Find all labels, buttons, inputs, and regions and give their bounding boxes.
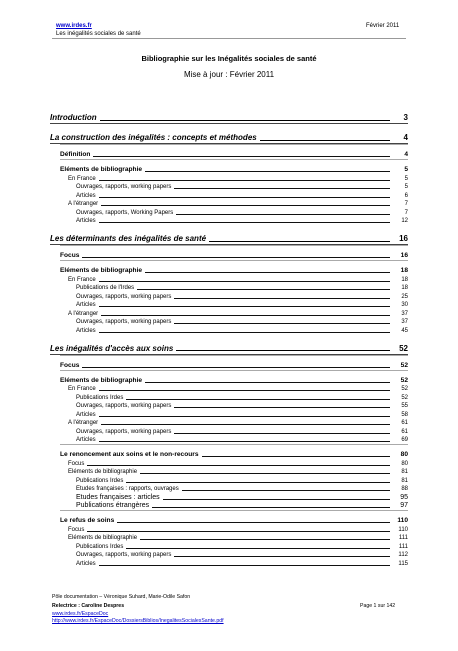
toc-entry[interactable] <box>50 542 408 551</box>
toc-entry-label: A l'étranger <box>68 420 99 426</box>
entry-divider <box>60 159 408 160</box>
toc-entry[interactable] <box>50 468 408 477</box>
header-date: Février 2011 <box>366 23 400 29</box>
toc-entry-label: Ouvrages, rapports, working papers <box>76 428 172 435</box>
toc-entry-page: 5 <box>404 175 408 182</box>
header-rule <box>52 38 406 39</box>
toc-entry-page: 7 <box>404 201 408 207</box>
toc-entry-label: Publications Irdes <box>76 394 124 401</box>
toc-entry[interactable] <box>50 309 408 318</box>
toc-entry-label: Ouvrages, rapports, working papers <box>76 552 172 558</box>
toc-entry-page: 52 <box>400 376 408 384</box>
toc-entry[interactable] <box>50 340 408 354</box>
toc-entry-label: Focus <box>68 460 85 467</box>
toc-entry-label: Articles <box>76 192 96 199</box>
footer-credits: Pôle documentation – Véronique Suhard, Marie-Odile Safon <box>52 594 191 600</box>
toc-entry-page: 55 <box>401 403 408 409</box>
toc-entry[interactable] <box>50 525 408 534</box>
toc-entry-label: En France <box>68 276 96 283</box>
toc-entry-label: Publications Irdes <box>76 477 124 484</box>
toc-leader-line <box>93 156 390 157</box>
toc-entry[interactable] <box>50 183 408 192</box>
toc-leader-line <box>176 214 390 215</box>
toc-entry-page: 88 <box>401 486 408 492</box>
toc-entry-label: Eléments de bibliographie <box>60 376 143 384</box>
toc-entry-page: 4 <box>404 151 408 158</box>
toc-entry-page: 12 <box>401 218 408 224</box>
toc-entry-page: 80 <box>400 451 408 458</box>
toc-entry[interactable] <box>50 410 408 419</box>
toc-leader-line <box>117 522 390 523</box>
toc-leader-line <box>126 399 390 400</box>
toc-entry-label: Eléments de bibliographie <box>68 469 138 475</box>
toc-leader-line <box>87 465 390 466</box>
toc-entry[interactable] <box>50 148 408 159</box>
toc-leader-line <box>82 367 390 368</box>
toc-entry[interactable] <box>50 109 408 123</box>
toc-entry-label: La construction des inégalités : concepts et méthodes <box>50 133 257 142</box>
toc-entry-page: 97 <box>400 502 408 509</box>
toc-leader-line <box>174 188 390 189</box>
toc-entry-label: Introduction <box>50 113 97 122</box>
toc-entry-label: Publications étrangères <box>76 502 150 509</box>
toc-entry[interactable] <box>50 301 408 310</box>
toc-entry-label: Focus <box>60 252 80 259</box>
toc-entry-label: Ouvrages, rapports, Working Papers <box>76 209 174 216</box>
toc-entry-page: 16 <box>399 234 408 243</box>
toc-entry[interactable] <box>50 359 408 370</box>
entry-divider <box>60 444 408 445</box>
toc-leader-line <box>99 390 390 391</box>
toc-entry[interactable] <box>50 318 408 327</box>
toc-entry-page: 52 <box>401 386 408 392</box>
toc-entry-label: Focus <box>60 361 80 369</box>
toc-entry[interactable] <box>50 217 408 226</box>
entry-divider <box>60 260 408 261</box>
toc-leader-line <box>99 197 390 198</box>
entry-divider <box>60 144 408 145</box>
entry-divider <box>60 510 408 511</box>
toc-entry-page: 37 <box>401 319 408 325</box>
toc-entry[interactable] <box>50 436 408 445</box>
toc-leader-line <box>100 120 390 121</box>
footer-page-number: Page 1 sur 142 <box>360 603 396 609</box>
toc-entry-page: 52 <box>399 343 408 353</box>
toc-leader-line <box>101 315 390 316</box>
toc-leader-line <box>99 222 390 223</box>
toc-leader-line <box>174 556 390 557</box>
toc-entry-label: Articles <box>76 218 96 224</box>
toc-entry[interactable] <box>50 419 408 428</box>
toc-entry[interactable] <box>50 514 408 525</box>
toc-entry[interactable] <box>50 476 408 485</box>
toc-leader-line <box>152 507 390 508</box>
toc-entry-label: Eléments de bibliographie <box>60 166 143 173</box>
footer-pdf-link[interactable]: http://www.irdes.fr/EspaceDoc/DossiersBiblios/InegalitesSocialesSante.pdf <box>52 618 224 624</box>
toc-entry[interactable] <box>50 326 408 335</box>
toc-entry-page: 6 <box>404 192 408 199</box>
toc-entry-label: Publications de l'Irdes <box>76 285 135 291</box>
toc-entry-page: 4 <box>403 133 408 142</box>
toc-leader-line <box>182 490 390 491</box>
toc-entry-label: Articles <box>76 437 96 443</box>
toc-entry[interactable] <box>50 129 408 143</box>
update-date: Mise à jour : Février 2011 <box>183 70 275 79</box>
toc-entry[interactable] <box>50 292 408 301</box>
toc-entry[interactable] <box>50 208 408 217</box>
toc-entry-page: 18 <box>400 267 408 274</box>
toc-leader-line <box>99 441 390 442</box>
toc-leader-line <box>260 140 390 141</box>
toc-entry-page: 58 <box>401 411 408 418</box>
toc-entry-label: Ouvrages, rapports, working papers <box>76 319 172 325</box>
toc-entry[interactable] <box>50 174 408 183</box>
toc-entry-label: Articles <box>76 411 96 418</box>
toc-entry-label: Articles <box>76 302 96 308</box>
toc-entry-page: 3 <box>403 113 408 122</box>
toc-entry[interactable] <box>50 534 408 543</box>
toc-entry[interactable] <box>50 493 408 502</box>
entry-divider <box>60 370 408 371</box>
toc-entry[interactable] <box>50 402 408 411</box>
toc-entry-page: 61 <box>401 428 408 435</box>
toc-leader-line <box>126 482 390 483</box>
toc-entry[interactable] <box>50 559 408 568</box>
toc-entry-label: Focus <box>68 526 85 533</box>
toc-leader-line <box>137 289 390 290</box>
toc-entry-page: 52 <box>401 394 408 401</box>
toc-entry[interactable] <box>50 485 408 494</box>
toc-entry-label: Les inégalités d'accès aux soins <box>50 343 174 353</box>
toc-entry[interactable] <box>50 275 408 284</box>
toc-leader-line <box>126 548 390 549</box>
footer-reviewer: Relectrice : Caroline Despres <box>52 603 125 609</box>
toc-entry-label: Les déterminants des inégalités de santé <box>50 234 207 243</box>
toc-entry-page: 25 <box>401 293 408 300</box>
toc-entry-page: 30 <box>401 302 408 308</box>
toc-entry-label: Ouvrages, rapports, working papers <box>76 293 172 300</box>
toc-entry-page: 7 <box>404 209 408 216</box>
toc-leader-line <box>99 281 390 282</box>
toc-entry[interactable] <box>50 163 408 174</box>
toc-leader-line <box>99 565 390 566</box>
toc-entry-page: 18 <box>401 285 408 291</box>
toc-leader-line <box>145 171 390 172</box>
toc-entry[interactable] <box>50 448 408 459</box>
toc-entry[interactable] <box>50 551 408 560</box>
toc-leader-line <box>145 382 390 383</box>
entry-divider <box>60 245 408 246</box>
toc-entry[interactable] <box>50 230 408 244</box>
toc-entry-page: 5 <box>404 166 408 173</box>
header-subtitle: Les inégalités sociales de santé <box>56 31 141 37</box>
toc-entry[interactable] <box>50 374 408 385</box>
document-title: Bibliographie sur les Inégalités sociales de santé <box>141 54 317 63</box>
toc-entry[interactable] <box>50 459 408 468</box>
toc-entry-label: Ouvrages, rapports, working papers <box>76 403 172 409</box>
toc-leader-line <box>174 407 390 408</box>
toc-leader-line <box>87 531 390 532</box>
toc-entry-label: Définition <box>60 151 91 158</box>
toc-entry-page: 111 <box>398 535 408 541</box>
toc-entry-page: 110 <box>397 517 408 524</box>
toc-leader-line <box>140 473 390 474</box>
toc-entry-label: En France <box>68 386 96 392</box>
toc-entry-page: 80 <box>401 460 408 467</box>
toc-entry-label: En France <box>68 175 96 182</box>
toc-entry-label: A l'étranger <box>68 310 99 317</box>
toc-entry[interactable] <box>50 393 408 402</box>
toc-leader-line <box>82 257 390 258</box>
toc-entry-page: 52 <box>400 361 408 369</box>
toc-leader-line <box>163 499 390 500</box>
toc-entry[interactable] <box>50 427 408 436</box>
toc-entry-label: Articles <box>76 327 96 334</box>
toc-entry[interactable] <box>50 249 408 260</box>
toc-entry-label: Ouvrages, rapports, working papers <box>76 184 172 190</box>
toc-entry-page: 112 <box>398 552 408 558</box>
header-site-link[interactable]: www.irdes.fr <box>56 23 92 29</box>
toc-entry[interactable] <box>50 284 408 293</box>
toc-entry-label: Eléments de bibliographie <box>68 535 138 541</box>
toc-leader-line <box>176 350 390 351</box>
toc-entry-page: 16 <box>400 252 408 259</box>
toc-leader-line <box>174 298 390 299</box>
toc-leader-line <box>99 332 390 333</box>
toc-entry[interactable] <box>50 191 408 200</box>
toc-entry-page: 95 <box>400 493 408 501</box>
toc-entry-label: Etudes françaises : articles <box>76 493 160 501</box>
toc-entry-page: 61 <box>401 420 408 426</box>
entry-divider <box>60 355 408 356</box>
table-of-contents <box>50 109 408 568</box>
toc-leader-line <box>101 205 390 206</box>
toc-entry[interactable] <box>50 385 408 394</box>
toc-entry[interactable] <box>50 502 408 511</box>
toc-leader-line <box>209 241 390 242</box>
toc-entry[interactable] <box>50 200 408 209</box>
toc-entry-page: 111 <box>398 543 408 550</box>
toc-entry-page: 45 <box>401 327 408 334</box>
toc-leader-line <box>99 180 390 181</box>
toc-leader-line <box>202 456 390 457</box>
toc-entry-label: Le refus de soins <box>60 517 115 524</box>
toc-entry[interactable] <box>50 264 408 275</box>
toc-entry-label: A l'étranger <box>68 201 99 207</box>
toc-entry-page: 81 <box>401 469 408 475</box>
toc-entry-page: 69 <box>401 437 408 443</box>
footer-espacedoc-link[interactable]: www.irdes.fr/EspaceDoc <box>52 611 109 617</box>
toc-leader-line <box>99 416 390 417</box>
toc-entry-page: 115 <box>398 560 408 567</box>
toc-entry-label: Eléments de bibliographie <box>60 267 143 274</box>
toc-entry-label: Articles <box>76 560 96 567</box>
toc-entry-page: 18 <box>401 276 408 283</box>
toc-entry-page: 110 <box>398 526 408 533</box>
toc-leader-line <box>99 306 390 307</box>
toc-entry-label: Publications Irdes <box>76 543 124 550</box>
toc-leader-line <box>101 424 390 425</box>
toc-leader-line <box>174 323 390 324</box>
toc-leader-line <box>140 539 390 540</box>
toc-entry-page: 81 <box>401 477 408 484</box>
toc-entry-label: Etudes françaises : rapports, ouvrages <box>76 486 179 492</box>
toc-leader-line <box>174 433 390 434</box>
toc-entry-label: Le renoncement aux soins et le non-recours <box>60 451 199 458</box>
toc-entry-page: 5 <box>404 184 408 190</box>
toc-leader-line <box>145 272 390 273</box>
toc-entry-page: 37 <box>401 310 408 317</box>
